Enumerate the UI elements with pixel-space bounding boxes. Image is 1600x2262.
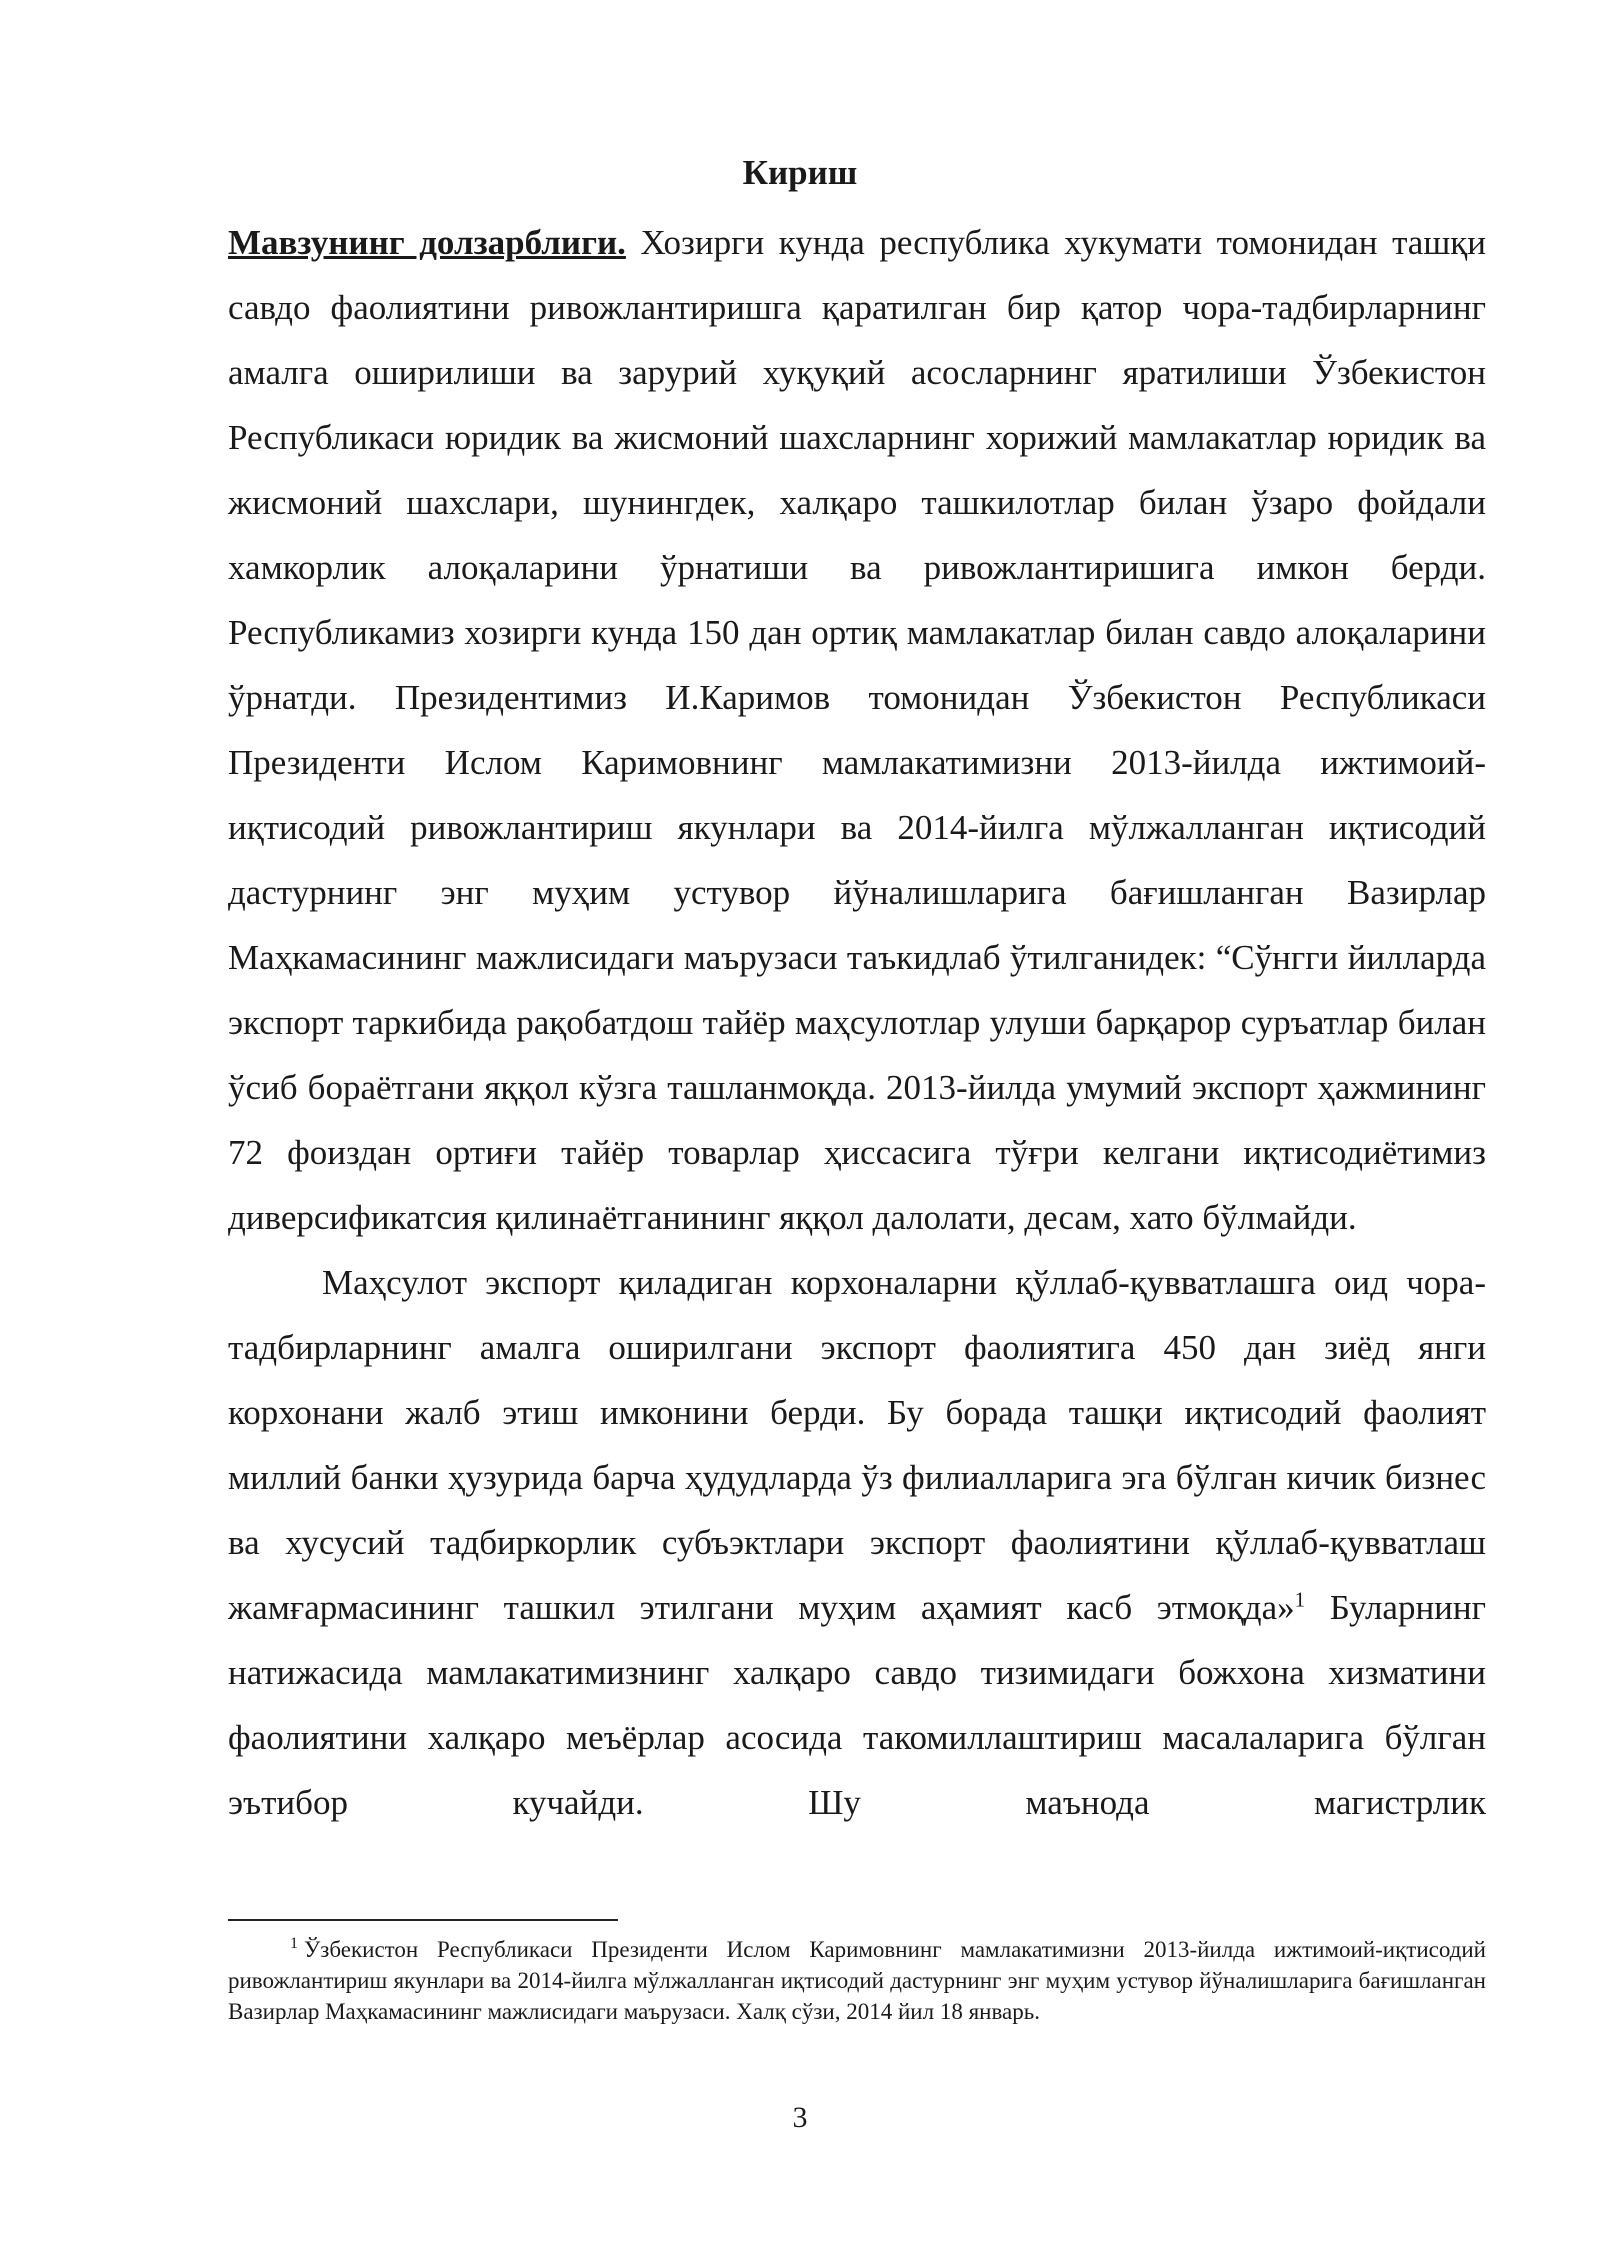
section-heading: Кириш	[742, 153, 858, 192]
footnote: 1 Ўзбекистон Республикаси Президенти Ислом Каримовнинг мамлакатимизни 2013-йилда ижтимоий-иқтисодий ривожлантириш якунлари ва 2014-йилга мўлжалланган иқтисодий дастурнинг энг муҳим устувор йўналишларига бағишланган Вазирлар Маҳкамасининг мажлисидаги маърузаси. Халқ сўзи, 2014 йил 18 январь.	[228, 1935, 1486, 2024]
footnote-text: Ўзбекистон Республикаси Президенти Ислом Каримовнинг мамлакатимизни 2013-йилда ижтимоий-иқтисодий ривожлантириш якунлари ва 2014-йилга мўлжалланган иқтисодий дастурнинг энг муҳим устувор йўналишларига бағишланган Вазирлар Маҳкамасининг мажлисидаги маърузаси. Халқ сўзи, 2014 йил 18 январь.	[228, 1937, 1486, 2024]
footnote-reference[interactable]: 1	[1294, 1587, 1306, 1612]
lead-phrase: Мавзунинг долзарблиги.	[228, 223, 626, 262]
paragraph-text: Маҳсулот экспорт қиладиган корхоналарни қўллаб-қувватлашга оид чора-тадбирларнинг амалга оширилгани экспорт фаолиятига 450 дан зиёд янги корхонани жалб этиш имконини берди. Бу борада ташқи иқтисодий фаолият миллий банки ҳузурида барча ҳудудларда ўз филиалларига эга бўлган кичик бизнес ва хусусий тадбиркорлик субъэктлари экспорт фаолиятини қўллаб-қувватлаш жамғармасининг ташкил этилгани муҳим аҳамият касб этмоқда»	[228, 1263, 1486, 1627]
paragraph-text: Хозирги кунда республика хукумати томонидан ташқи савдо фаолиятини ривожлантиришга қаратилган бир қатор чора-тадбирларнинг амалга оширилиши ва зарурий хуқуқий асосларнинг яратилиши Ўзбекистон Республикаси юридик ва жисмоний шахсларнинг хорижий мамлакатлар юридик ва жисмоний шахслари, шунингдек, халқаро ташкилотлар билан ўзаро фойдали хамкорлик алоқаларини ўрнатиши ва ривожлантиришига имкон берди. Республикамиз хозирги кунда 150 дан ортиқ мамлакатлар билан савдо алоқаларини ўрнатди. Президентимиз И.Каримов томонидан Ўзбекистон Республикаси Президенти Ислом Каримовнинг мамлакатимизни 2013-йилда ижтимоий-иқтисодий ривожлантириш якунлари ва 2014-йилга мўлжалланган иқтисодий дастурнинг энг муҳим устувор йўналишларига бағишланган Вазирлар Маҳкамасининг мажлисидаги маърузаси таъкидлаб ўтилганидек: “Сўнгги йилларда экспорт таркибида рақобатдош тайёр маҳсулотлар улуши барқарор суръатлар билан ўсиб бораётгани яққол кўзга ташланмоқда. 2013-йилда умумий экспорт ҳажмининг 72 фоиздан ортиғи тайёр товарлар ҳиссасига тўғри келгани иқтисодиётимиз диверсификатсия қилинаётганининг яққол далолати, десам, хато бўлмайди.	[228, 223, 1487, 1237]
paragraph-continuation: Буларнинг натижасида мамлакатимизнинг халқаро савдо тизимидаги божхона хизматини фаолиятини халқаро меъёрлар асосида такомиллаштириш масалаларига бўлган эътибор кучайди. Шу маънода магистрлик	[228, 1588, 1486, 1822]
body-text	[228, 210, 1486, 1835]
page-number: 3	[792, 2101, 808, 2134]
footnote-separator	[228, 1919, 618, 1921]
paragraph-export	[228, 1250, 1486, 1835]
paragraph-relevance	[228, 210, 1486, 1250]
